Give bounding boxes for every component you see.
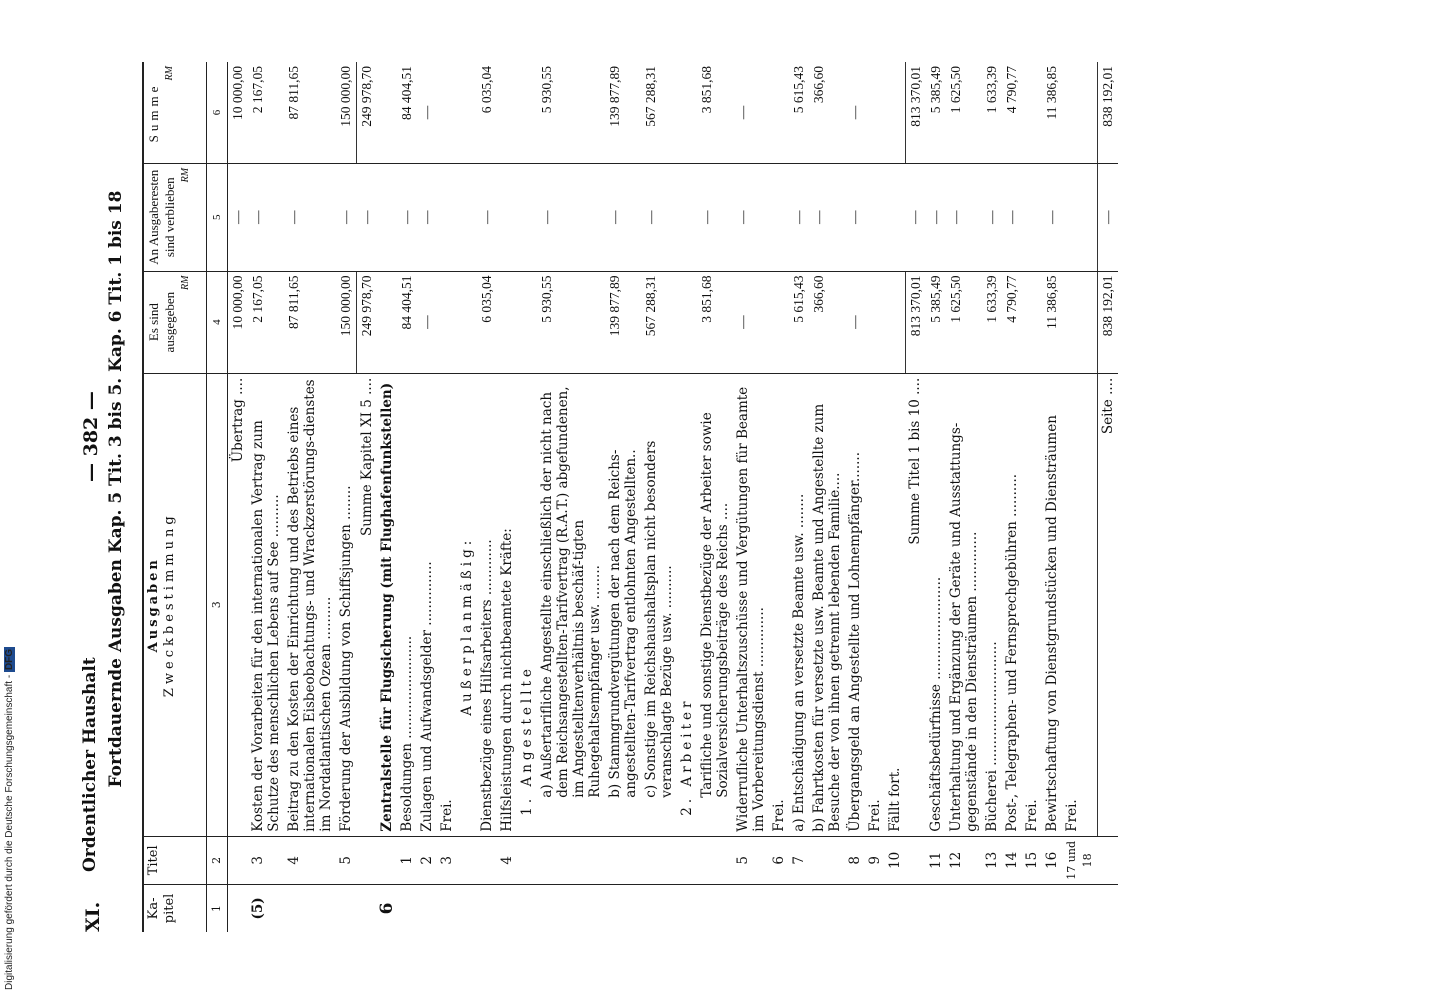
amount-spent: 813 370,01: [905, 271, 926, 373]
col-reste: [143, 163, 207, 271]
titel-number: 11: [926, 836, 946, 884]
table-row: [1042, 62, 1062, 932]
amount-total: 838 192,01: [1098, 62, 1119, 163]
row-label: Übergangsgeld an Angestellte und Lohnempfänger.......: [845, 373, 865, 836]
table-row: [769, 62, 789, 932]
col-num: 6: [207, 62, 228, 163]
dfg-logo-icon: DFG: [4, 648, 15, 671]
amount-total: 567 288,31: [641, 62, 677, 163]
titel-number: 17 und 18: [1062, 836, 1098, 884]
col-num: 5: [207, 163, 228, 271]
amount-total: 3 851,68: [697, 62, 733, 163]
ausgegeben-heading: Es sind ausgegeben: [146, 291, 177, 353]
kapitel-title: Zentralstelle für Flugsicherung (mit Flughafenfunkstellen): [377, 373, 397, 836]
amount-total: 2 167,05: [248, 62, 284, 163]
titel-number: 8: [845, 836, 865, 884]
page-header: [80, 72, 142, 932]
row-label: Förderung der Ausbildung von Schiffsjungen ........: [336, 373, 357, 836]
amount-total: 5 615,43: [789, 62, 809, 163]
row-label: Dienstbezüge eines Hilfsarbeiters .............: [477, 373, 497, 836]
amount-total: 5 930,55: [537, 62, 605, 163]
amount-spent: 10 000,00: [228, 271, 249, 373]
titel-number: 15: [1022, 836, 1042, 884]
titel-number: 6: [769, 836, 789, 884]
table-row: [926, 62, 946, 932]
table-row: [457, 62, 477, 932]
amount-total: 84 404,51: [397, 62, 417, 163]
amount-total: 249 978,70: [357, 62, 378, 163]
table-row: [1022, 62, 1042, 932]
amount-total: 1 625,50: [946, 62, 982, 163]
amount-remaining: —: [537, 163, 605, 271]
amount-spent: 5 615,43: [789, 271, 809, 373]
amount-remaining: —: [697, 163, 733, 271]
amount-total: 11 386,85: [1042, 62, 1062, 163]
titel-number: 4: [497, 836, 517, 884]
credit-text-wrap: [4, 600, 15, 990]
amount-spent: 87 811,65: [284, 271, 336, 373]
amount-spent: 838 192,01: [1098, 271, 1119, 373]
amount-remaining: —: [477, 163, 497, 271]
table-row: [284, 62, 336, 932]
unit-label: RM: [180, 275, 191, 290]
credit-text: Digitalisierung gefördert durch die Deutsche Forschungsgemeinschaft -: [4, 674, 15, 990]
amount-remaining: —: [605, 163, 641, 271]
titel-number: 12: [946, 836, 982, 884]
row-label: b) Stammgrundvergütungen der nach dem Reichs-angestellten-Tarifvertrag entlohnten Angestellten..: [605, 373, 641, 836]
col-ausgegeben: [143, 271, 207, 373]
amount-spent: 366,60: [809, 271, 845, 373]
row-label: a) Außertarifliche Angestellte einschließlich der nicht nach dem Reichsangestellten-Tarifvertrag (R.A.T.) abgefundenen, im Angestelltenverhältnis beschäf-tigten Ruhegehaltsempfänger usw. ........: [537, 373, 605, 836]
table-row: [789, 62, 809, 932]
table-row: [228, 62, 249, 932]
amount-spent: —: [417, 271, 437, 373]
amount-spent: 2 167,05: [248, 271, 284, 373]
row-label: Unterhaltung und Ergänzung der Geräte und Ausstattungs-gegenstände in den Diensträumen ..............: [946, 373, 982, 836]
amount-spent: 84 404,51: [397, 271, 417, 373]
amount-spent: 3 851,68: [697, 271, 733, 373]
titel-number: 10: [885, 836, 905, 884]
table-row: [605, 62, 641, 932]
row-label: Tarifliche und sonstige Dienstbezüge der Arbeiter sowie Sozialversicherungsbeiträge des Reichs ....: [697, 373, 733, 836]
sum-row: [357, 62, 378, 932]
table-row: [885, 62, 905, 932]
titel-number: 1: [397, 836, 417, 884]
col-num: 4: [207, 271, 228, 373]
column-header-row: [143, 62, 207, 932]
row-label: Bewirtschaftung von Dienstgrundstücken und Diensträumen: [1042, 373, 1062, 836]
titel-number: 3: [248, 836, 284, 884]
titel-number: 3: [437, 836, 457, 884]
row-label: Beitrag zu den Kosten der Einrichtung und des Betriebs eines internationalen Eisbeobachtungs- und Wrackzerstörungs-dienstes im Nordatlantischen Ozean ..........: [284, 373, 336, 836]
titel-number: 16: [1042, 836, 1062, 884]
amount-spent: 567 288,31: [641, 271, 677, 373]
amount-total: 139 877,89: [605, 62, 641, 163]
titel-number: 5: [733, 836, 769, 884]
amount-remaining: —: [1002, 163, 1022, 271]
amount-total: —: [417, 62, 437, 163]
kapitel-number: (5): [250, 897, 266, 920]
table-row: [336, 62, 357, 932]
table-row: [437, 62, 457, 932]
amount-remaining: —: [417, 163, 437, 271]
table-row: [677, 62, 697, 932]
reste-heading: An Ausgaberesten sind verblieben: [146, 169, 177, 265]
amount-total: 87 811,65: [284, 62, 336, 163]
amount-remaining: —: [284, 163, 336, 271]
amount-remaining: —: [789, 163, 809, 271]
titel-number: 14: [1002, 836, 1022, 884]
amount-remaining: —: [982, 163, 1002, 271]
amount-remaining: —: [1042, 163, 1062, 271]
table-row: [397, 62, 417, 932]
row-label: Übertrag ....: [228, 373, 249, 836]
titel-number: 9: [865, 836, 885, 884]
amount-remaining: —: [336, 163, 357, 271]
section-label: Außerplanmäßig:: [457, 373, 477, 836]
amount-total: 10 000,00: [228, 62, 249, 163]
amount-spent: 11 386,85: [1042, 271, 1062, 373]
table-row: [946, 62, 982, 932]
amount-remaining: —: [228, 163, 249, 271]
digitization-credit: [4, 600, 18, 990]
table-row: [982, 62, 1002, 932]
document-page: [80, 62, 1345, 932]
col-titel: Titel: [143, 836, 207, 884]
kapitel-number: 6: [377, 902, 397, 915]
sum-label: Summe Kapitel XI 5 ....: [357, 373, 378, 836]
amount-remaining: —: [733, 163, 769, 271]
amount-remaining: —: [905, 163, 926, 271]
row-label: Kosten der Vorarbeiten für den internationalen Vertrag zum Schutze des menschlichen Lebens auf See ..........: [248, 373, 284, 836]
col-num: 2: [207, 836, 228, 884]
row-label: Bücherei .............................: [982, 373, 1002, 836]
amount-spent: 1 625,50: [946, 271, 982, 373]
section-number: XI.: [82, 901, 104, 932]
amount-spent: 139 877,89: [605, 271, 641, 373]
table-row: [641, 62, 677, 932]
row-label: Zulagen und Aufwandsgelder ...............: [417, 373, 437, 836]
titel-number: 4: [284, 836, 336, 884]
titel-number: 2: [417, 836, 437, 884]
table-row: [1062, 62, 1098, 932]
row-label: Frei.: [865, 373, 885, 836]
amount-total: 150 000,00: [336, 62, 357, 163]
col-kapitel: Ka-pitel: [143, 884, 207, 932]
page-number: — 382 —: [80, 391, 102, 482]
titel-number: 13: [982, 836, 1002, 884]
row-label: Post-, Telegraphen- und Fernsprechgebühren ..........: [1002, 373, 1022, 836]
row-label: a) Entschädigung an versetzte Beamte usw. ........: [789, 373, 809, 836]
budget-table: [142, 62, 1118, 932]
row-label: b) Fahrtkosten für versetzte usw. Beamte und Angestellte zum Besuche der von ihnen getrennt lebenden Familie....: [809, 373, 845, 836]
subsection-label: 1. Angestellte: [517, 373, 537, 836]
sum-label: Summe Titel 1 bis 10 ....: [905, 373, 926, 836]
col-summe: [143, 62, 207, 163]
amount-spent: 4 790,77: [1002, 271, 1022, 373]
amount-remaining: —: [946, 163, 982, 271]
amount-spent: 6 035,04: [477, 271, 497, 373]
table-row: [809, 62, 845, 932]
table-row: [537, 62, 605, 932]
table-row: [697, 62, 733, 932]
amount-spent: 5 385,49: [926, 271, 946, 373]
table-row: [1002, 62, 1022, 932]
page-total-label: Seite ....: [1098, 373, 1119, 836]
amount-remaining: —: [397, 163, 417, 271]
amount-remaining: —: [809, 163, 845, 271]
table-row: [733, 62, 769, 932]
row-label: Geschäftsbedürfnisse ........................: [926, 373, 946, 836]
row-label: Frei.: [1022, 373, 1042, 836]
amount-spent: 1 633,39: [982, 271, 1002, 373]
amount-total: 6 035,04: [477, 62, 497, 163]
amount-remaining: —: [248, 163, 284, 271]
titel-number: 7: [789, 836, 809, 884]
row-label: Frei.: [437, 373, 457, 836]
table-row: [417, 62, 437, 932]
titel-number: 5: [336, 836, 357, 884]
amount-total: 4 790,77: [1002, 62, 1022, 163]
amount-total: 1 633,39: [982, 62, 1002, 163]
col-num: 3: [207, 373, 228, 836]
row-label: c) Sonstige im Reichshaushaltsplan nicht besonders veranschlagte Bezüge usw. ..........: [641, 373, 677, 836]
amount-spent: 5 930,55: [537, 271, 605, 373]
amount-remaining: —: [641, 163, 677, 271]
summe-heading: Summe: [146, 82, 161, 143]
table-row: [248, 62, 284, 932]
amount-total: —: [733, 62, 769, 163]
row-label: Hilfsleistungen durch nichtbeamtete Kräfte:: [497, 373, 517, 836]
ausgaben-heading: Ausgaben: [146, 557, 161, 653]
row-label: Frei.: [1062, 373, 1098, 836]
col-ausgaben: [143, 373, 207, 836]
col-num: 1: [207, 884, 228, 932]
amount-spent: 150 000,00: [336, 271, 357, 373]
amount-spent: —: [733, 271, 769, 373]
amount-remaining: —: [845, 163, 865, 271]
amount-total: 813 370,01: [905, 62, 926, 163]
amount-total: —: [845, 62, 865, 163]
page-title: Fortdauernde Ausgaben Kap. 5 Tit. 3 bis 5. Kap. 6 Tit. 1 bis 18: [106, 190, 126, 788]
amount-total: 366,60: [809, 62, 845, 163]
budget-type: Ordentlicher Haushalt: [80, 657, 100, 872]
amount-remaining: —: [926, 163, 946, 271]
row-label: Frei.: [769, 373, 789, 836]
amount-spent: 249 978,70: [357, 271, 378, 373]
page-total-row: [1098, 62, 1119, 932]
amount-spent: —: [845, 271, 865, 373]
table-row: [517, 62, 537, 932]
subsection-label: 2. Arbeiter: [677, 373, 697, 836]
table-row: [377, 62, 397, 932]
amount-total: 5 385,49: [926, 62, 946, 163]
row-label: Widerrufliche Unterhaltszuschüsse und Vergütungen für Beamte im Vorbereitungsdienst ..............: [733, 373, 769, 836]
unit-label: RM: [164, 66, 175, 81]
row-label: Fällt fort.: [885, 373, 905, 836]
sum-row: [905, 62, 926, 932]
row-label: Besoldungen ........................: [397, 373, 417, 836]
table-row: [845, 62, 865, 932]
table-row: [865, 62, 885, 932]
zweck-heading: Zweckbestimmung: [162, 512, 177, 698]
table-row: [477, 62, 497, 932]
amount-remaining: —: [357, 163, 378, 271]
amount-remaining: —: [1098, 163, 1119, 271]
table-row: [497, 62, 517, 932]
unit-label: RM: [180, 167, 191, 183]
column-number-row: [207, 62, 228, 932]
